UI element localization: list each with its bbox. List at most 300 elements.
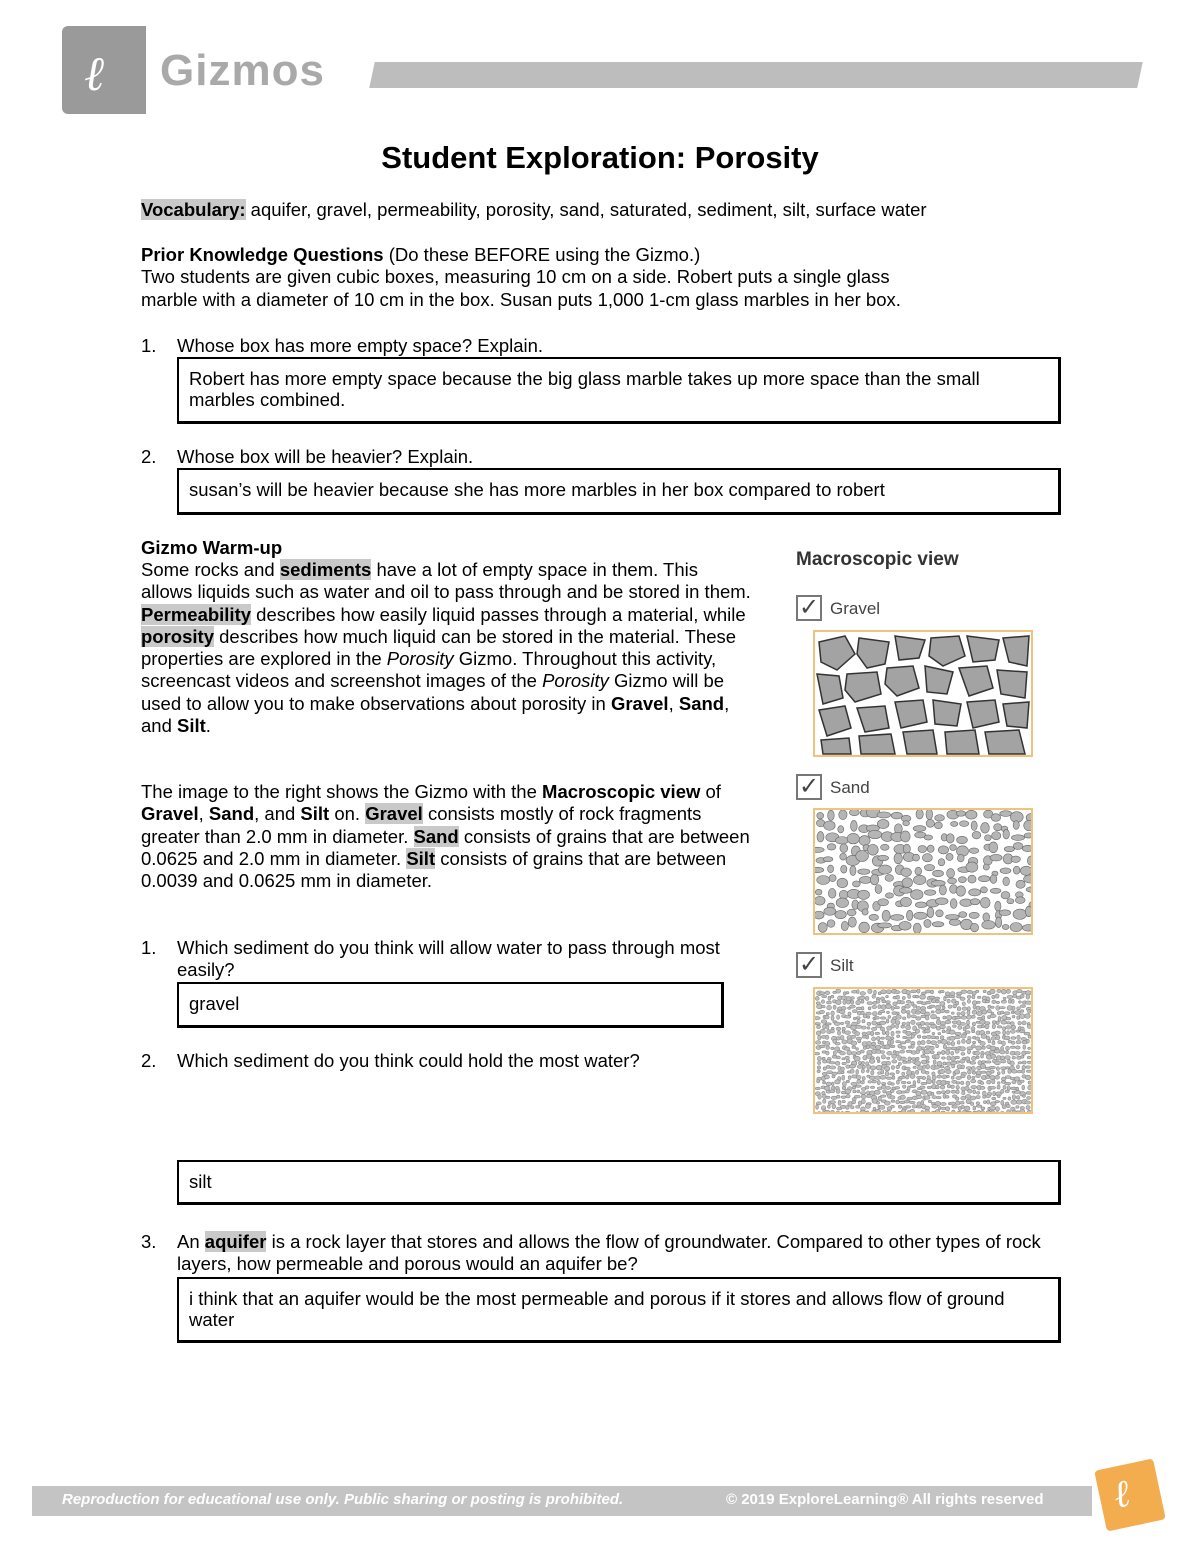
grain [1026, 1106, 1030, 1110]
grain [965, 1025, 970, 1029]
grain [1016, 1065, 1019, 1069]
grain [901, 1081, 906, 1083]
grain [1000, 1011, 1004, 1014]
grain [907, 1081, 910, 1083]
grain [870, 874, 878, 885]
grain [1019, 1001, 1022, 1003]
grain [820, 992, 825, 995]
grain [935, 815, 945, 821]
grain [901, 1109, 905, 1112]
gizmos-logo-text: Gizmos [160, 46, 325, 95]
grain [970, 899, 980, 905]
grain [1017, 1035, 1020, 1039]
grain [983, 864, 989, 870]
grain [961, 1065, 965, 1069]
grain [990, 888, 1001, 893]
grain [997, 1026, 1002, 1028]
grain [1014, 1052, 1020, 1056]
grain [838, 826, 844, 833]
grain [956, 886, 965, 896]
grain [935, 1110, 939, 1112]
grain [891, 1037, 894, 1040]
grain [913, 1005, 917, 1008]
grain [816, 1102, 821, 1105]
grain [977, 996, 981, 998]
grain [891, 1006, 894, 1010]
warmup-q1-text: Which sediment do you think will allow water to pass through most easily? [177, 937, 720, 981]
grain [926, 1064, 930, 1069]
grain [936, 1044, 939, 1047]
grain [866, 1035, 869, 1039]
grain [826, 1025, 829, 1029]
grain [947, 869, 955, 878]
grain [967, 1075, 971, 1080]
grain [938, 1040, 941, 1043]
grain [940, 1036, 944, 1040]
grain [986, 1111, 991, 1112]
grain [872, 995, 876, 999]
grain [880, 1017, 886, 1019]
grain [1028, 1035, 1031, 1038]
grain [881, 1037, 885, 1039]
grain [941, 1102, 947, 1105]
grain [886, 1077, 892, 1079]
grain [946, 1015, 951, 1020]
grain [868, 989, 872, 994]
grain [968, 1037, 971, 1040]
grain [905, 1067, 911, 1070]
grain [830, 1066, 836, 1069]
grain [858, 1061, 861, 1064]
grain [835, 1047, 840, 1051]
grain [1004, 1036, 1010, 1040]
grain [1007, 899, 1014, 904]
grain [883, 1090, 887, 1093]
grain [976, 990, 979, 992]
prior-heading: Prior Knowledge Questions [141, 244, 384, 265]
grain [1012, 1081, 1016, 1084]
page-title: Student Exploration: Porosity [381, 140, 819, 175]
grain [835, 1061, 840, 1065]
grain [899, 921, 911, 930]
grain [826, 1051, 829, 1055]
grain [842, 1058, 845, 1060]
grain [955, 1101, 960, 1105]
grain [822, 1057, 825, 1060]
grain [851, 1041, 857, 1045]
grain [957, 1041, 960, 1045]
grain [961, 1012, 965, 1016]
grain [1022, 1095, 1025, 1098]
grain [893, 1111, 897, 1112]
grain [908, 994, 911, 999]
grain [962, 1002, 965, 1006]
grain [1001, 1000, 1006, 1003]
grain [955, 1049, 959, 1053]
grain [881, 1095, 886, 1097]
grain [858, 1040, 861, 1043]
grain [981, 1054, 984, 1058]
grain [852, 881, 860, 887]
term-porosity: porosity [141, 625, 214, 647]
warmup-q3-text: An aquifer is a rock layer that stores and allows the flow of groundwater. Compared to other types of rock layers, how permeable and porous would an aquifer be? [177, 1231, 1041, 1275]
prior-q2-number: 2. [141, 446, 157, 467]
prior-q2-answer-box[interactable]: susan’s will be heavier because she has more marbles in her box compared to robert [177, 468, 1061, 515]
grain [951, 1085, 955, 1088]
grain [818, 1035, 821, 1040]
grain [877, 1102, 880, 1105]
grain [941, 1040, 947, 1045]
grain [832, 1104, 836, 1109]
grain [927, 1026, 930, 1029]
grain [942, 1057, 946, 1059]
grain [916, 995, 919, 998]
grain [945, 1107, 949, 1111]
grain [845, 1021, 850, 1024]
grain [957, 836, 968, 843]
grain [887, 1051, 892, 1055]
grain [994, 824, 1002, 831]
grain [970, 1102, 973, 1106]
grain [948, 878, 957, 884]
grain [917, 1035, 921, 1038]
grain [856, 1085, 862, 1087]
grain [831, 1016, 834, 1021]
grain [878, 855, 889, 860]
grain [926, 819, 934, 827]
grain [851, 1025, 857, 1030]
grain [887, 1110, 890, 1112]
grain [866, 1091, 869, 1095]
grain [863, 1046, 866, 1050]
grain [895, 1006, 900, 1008]
grain [868, 1081, 872, 1084]
grain [1027, 856, 1031, 865]
grain [872, 1080, 876, 1083]
check-icon: ✓ [799, 594, 820, 621]
grain [831, 1110, 835, 1112]
grain [874, 1090, 880, 1094]
grain [868, 844, 879, 855]
grain [1004, 846, 1014, 851]
grain [913, 854, 920, 861]
vocabulary-terms: aquifer, gravel, permeability, porosity, sand, saturated, sediment, silt, surface water [245, 199, 927, 220]
grain [1000, 868, 1011, 874]
grain [986, 1031, 990, 1034]
grain [983, 1095, 986, 1098]
gravel-checkbox[interactable] [796, 595, 822, 621]
grain [971, 821, 977, 831]
grain [849, 1064, 855, 1068]
grain [1006, 1104, 1010, 1107]
grain [854, 1056, 860, 1061]
grain [841, 1071, 844, 1073]
grain [957, 1007, 961, 1011]
grain [1014, 1077, 1020, 1081]
footer-copyright: © 2019 ExploreLearning® All rights reserved [726, 1491, 1044, 1508]
grain [882, 910, 890, 921]
sand-image [813, 808, 1033, 935]
grain [976, 1102, 979, 1105]
grain [1007, 1006, 1012, 1011]
grain [870, 1046, 876, 1049]
check-icon: ✓ [799, 951, 820, 978]
grain [962, 1091, 965, 1095]
silt-checkbox[interactable] [796, 952, 822, 978]
warmup-q2-answer-box[interactable]: silt [177, 1160, 1061, 1205]
grain [993, 1091, 996, 1095]
grain [815, 896, 825, 905]
check-icon: ✓ [799, 773, 820, 800]
grain [960, 997, 965, 1000]
grain [1027, 1110, 1031, 1112]
grain [981, 1110, 985, 1112]
grain [1007, 1110, 1011, 1112]
grain [859, 836, 870, 846]
grain [863, 1014, 867, 1018]
grain [857, 1080, 861, 1084]
footer-reproduction-notice: Reproduction for educational use only. Public sharing or posting is prohibited. [62, 1491, 624, 1508]
grain [1021, 1010, 1024, 1013]
grain [940, 1066, 944, 1068]
grain [924, 1096, 930, 1100]
grain [952, 1064, 955, 1068]
grain [932, 1105, 938, 1109]
grain [891, 1031, 894, 1036]
grain [826, 1046, 830, 1049]
grain [886, 990, 891, 994]
grain [946, 1090, 950, 1094]
grain [940, 1009, 944, 1012]
grain [921, 1101, 924, 1105]
grain [835, 910, 846, 918]
grain [860, 992, 865, 996]
grain [920, 994, 926, 999]
grain [872, 1011, 877, 1016]
grain [941, 1050, 945, 1054]
grain [985, 1061, 991, 1063]
grain [985, 1000, 989, 1003]
grain [924, 890, 935, 896]
grain [920, 1007, 925, 1010]
grain [1025, 1001, 1031, 1005]
grain [1025, 906, 1031, 917]
grain [925, 1016, 929, 1021]
grain [1011, 999, 1014, 1003]
grain [835, 837, 848, 844]
grain [836, 898, 848, 908]
grain [1022, 845, 1031, 851]
grain [961, 1034, 966, 1038]
grain [947, 999, 950, 1003]
grain [990, 1014, 996, 1017]
grain [865, 996, 869, 1000]
grain [825, 1023, 831, 1025]
grain [820, 1029, 825, 1033]
grain [926, 1079, 931, 1084]
grain [980, 1086, 985, 1089]
grain [976, 1056, 979, 1059]
grain [839, 810, 847, 820]
grain [913, 826, 926, 832]
grain [825, 1075, 830, 1079]
prior-q1-answer-box[interactable]: Robert has more empty space because the big glass marble takes up more space than the small marbles combined. [177, 357, 1061, 424]
grain [878, 1005, 881, 1009]
figure-title: Macroscopic view [796, 549, 959, 570]
grain [933, 1060, 936, 1064]
grain [967, 1007, 970, 1011]
grain [817, 1056, 821, 1060]
grain [826, 1013, 829, 1015]
grain [977, 1110, 981, 1112]
grain [924, 864, 934, 870]
grain [1008, 1040, 1011, 1043]
grain [901, 1046, 906, 1049]
grain [937, 1017, 940, 1020]
grain [976, 1046, 982, 1050]
grain [845, 1031, 851, 1035]
sand-checkbox[interactable] [796, 774, 822, 800]
grain [886, 1001, 891, 1004]
grain [943, 1062, 946, 1065]
vocabulary-label: Vocabulary: [141, 199, 246, 220]
grain [992, 1097, 996, 1099]
grain [946, 914, 960, 919]
warmup-q1-answer-box[interactable]: gravel [177, 982, 724, 1028]
warmup-q2-text: Which sediment do you think could hold the most water? [177, 1050, 640, 1071]
grain [1022, 1021, 1026, 1025]
grain [1001, 892, 1010, 899]
grain [975, 1051, 980, 1055]
grain [997, 1085, 1000, 1089]
grain [991, 1037, 996, 1041]
grain [861, 1099, 865, 1104]
grain [1020, 1109, 1025, 1112]
grain [831, 1011, 834, 1016]
grain [896, 995, 900, 999]
grain [881, 844, 890, 850]
grain [945, 1010, 949, 1013]
grain [1006, 1051, 1009, 1054]
grain [827, 1005, 832, 1009]
grain [906, 1000, 910, 1003]
grain [917, 989, 920, 993]
grain [966, 1081, 970, 1085]
grain [882, 1082, 886, 1084]
grain [992, 995, 995, 998]
grain [1011, 1041, 1015, 1044]
grain [828, 810, 835, 820]
grain [835, 1080, 841, 1084]
grain [926, 1001, 931, 1004]
grain [966, 1111, 972, 1112]
grain [901, 1009, 906, 1013]
grain [902, 1017, 906, 1020]
grain [841, 1067, 845, 1071]
grain [1000, 1050, 1005, 1054]
grain [972, 1030, 975, 1032]
grain [977, 1011, 982, 1015]
grain [992, 1000, 996, 1004]
grain [1016, 1106, 1019, 1109]
grain [946, 834, 954, 843]
grain [869, 914, 879, 920]
grain [924, 835, 933, 840]
grain [945, 1050, 949, 1055]
grain [1025, 1051, 1030, 1053]
grain [891, 1066, 894, 1070]
grain [947, 1084, 950, 1087]
grain [878, 899, 889, 906]
grain [815, 1041, 820, 1045]
grain [917, 1006, 921, 1010]
grain [891, 1083, 894, 1086]
grain [973, 1041, 976, 1044]
grain [966, 1067, 971, 1070]
grain [875, 1016, 880, 1019]
grain [877, 819, 889, 828]
grain [957, 1111, 962, 1112]
prior-knowledge-section [141, 244, 1101, 311]
grain [997, 1082, 1000, 1085]
grain [825, 1041, 830, 1046]
grain [828, 1105, 831, 1108]
grain [824, 907, 836, 915]
grain [885, 1066, 890, 1071]
grain [953, 1004, 957, 1007]
warmup-q3-answer-box[interactable]: i think that an aquifer would be the most permeable and porous if it stores and allows flow of ground water [177, 1277, 1061, 1343]
grain [895, 1087, 900, 1090]
grain [838, 1100, 841, 1105]
grain [823, 857, 833, 862]
warmup-q2-number: 2. [141, 1050, 157, 1071]
grain [829, 875, 836, 882]
grain [982, 1010, 987, 1014]
grain [940, 1025, 946, 1029]
grain [827, 920, 835, 928]
grain [952, 1110, 955, 1112]
grain [972, 1010, 977, 1014]
grain [1013, 843, 1023, 850]
grain [880, 1051, 884, 1054]
grain [885, 893, 893, 898]
grain [987, 1100, 990, 1104]
grain [1003, 1031, 1006, 1035]
grain [834, 1022, 840, 1026]
grain [867, 1065, 871, 1070]
grain [882, 1111, 886, 1112]
grain [840, 1010, 845, 1014]
grain [825, 1096, 830, 1098]
grain [817, 1070, 820, 1073]
grain [1008, 1069, 1011, 1073]
grain [836, 1000, 842, 1005]
grain [917, 1102, 921, 1106]
grain [940, 1085, 945, 1089]
grain [912, 1105, 917, 1108]
grain [851, 1106, 854, 1109]
grain [886, 1031, 889, 1036]
grain [911, 1020, 916, 1024]
grain [967, 1015, 972, 1019]
grain [887, 1057, 890, 1059]
prior-q1-number: 1. [141, 335, 157, 356]
grain [846, 992, 849, 994]
grain [946, 1075, 949, 1077]
grain [956, 1082, 960, 1085]
grain [995, 901, 1001, 911]
grain [951, 1051, 954, 1055]
